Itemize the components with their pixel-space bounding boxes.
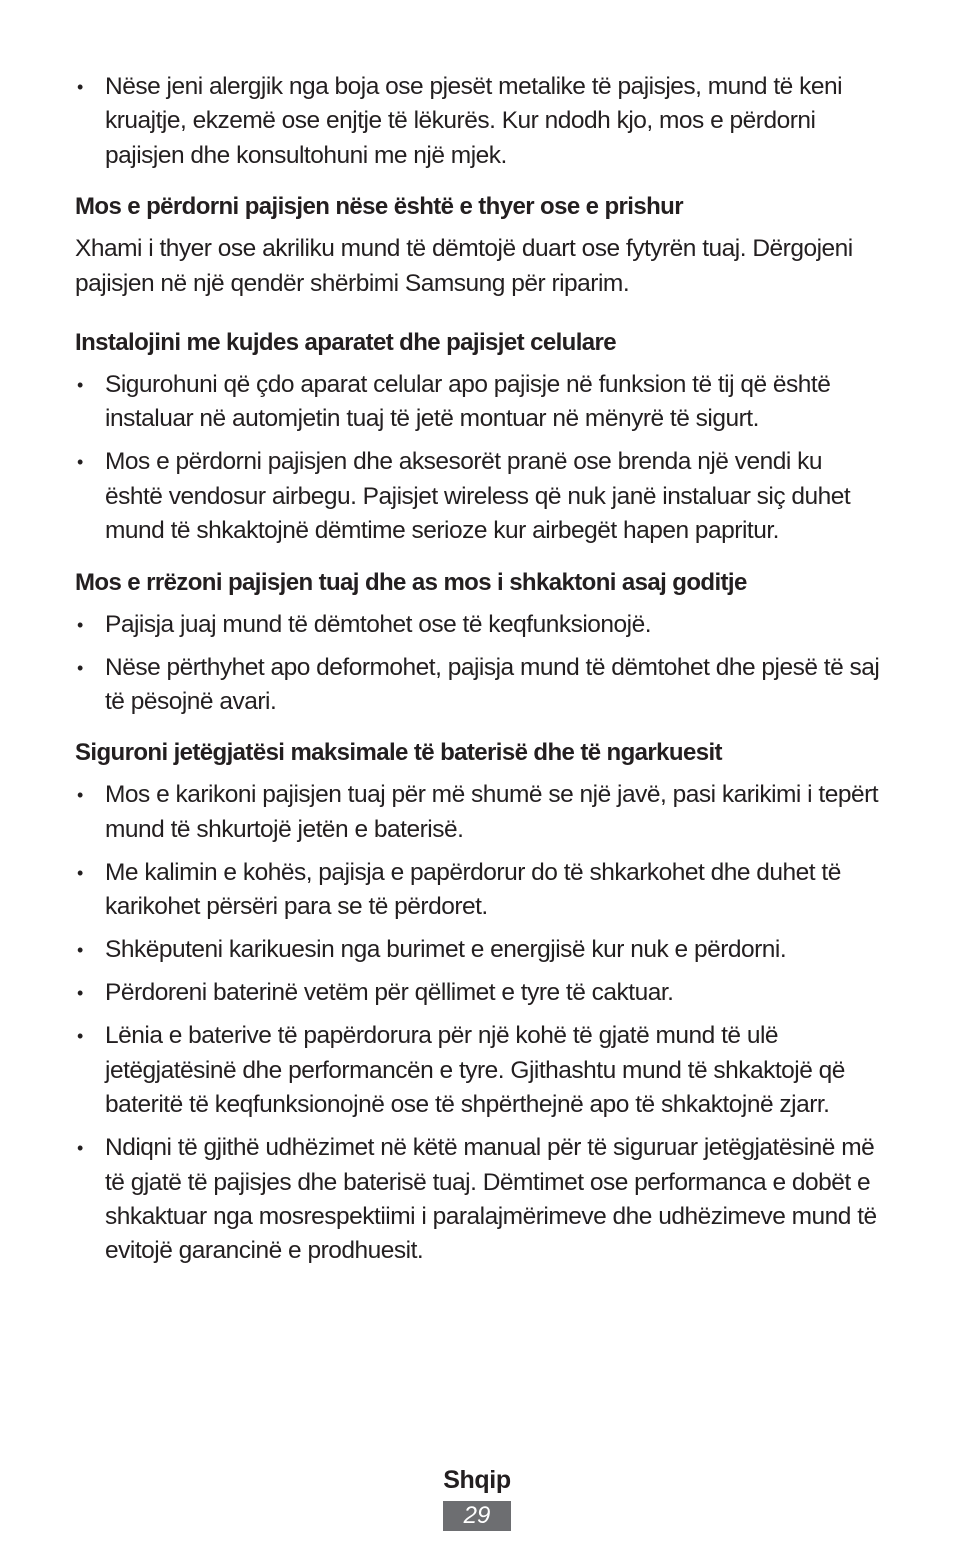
section-paragraph: Xhami i thyer ose akriliku mund të dëmtojë duart ose fytyrën tuaj. Dërgojeni pajisjen në një qendër shërbimi Samsung për riparim. [75,235,853,297]
bullet-icon: • [77,862,83,883]
list-item-text: Lënia e baterive të papërdorura për një kohë të gjatë mund të ulë jetëgjatësinë dhe performancën e tyre. Gjithashtu mund të shkaktojë që bateritë të keqfunksionojnë ose të shpërthejnë apo të shkaktojnë zjarr. [105,1022,845,1119]
list-item-text: Sigurohuni që çdo aparat celular apo pajisje në funksion të tij që është instaluar në automjetin tuaj të jetë montuar në mënyrë të sigurt. [105,371,831,433]
list-item [75,651,880,720]
bullet-list [75,778,880,1268]
list-item-text: Nëse jeni alergjik nga boja ose pjesët metalike të pajisjes, mund të keni kruajtje, ekzemë ose enjtje të lëkurës. Kur ndodh kjo, mos e përdorni pajisjen dhe konsultohuni me një mjek. [105,73,843,169]
list-item [75,70,880,173]
bullet-icon: • [77,940,83,961]
list-item [75,1131,880,1269]
list-item [75,1019,880,1122]
section-broken-device [75,190,880,301]
bullet-icon: • [77,614,83,635]
list-item [75,856,880,925]
list-item [75,778,880,847]
list-item-text: Mos e përdorni pajisjen dhe aksesorët pranë ose brenda një vendi ku është vendosur airbegu. Pajisjet wireless që nuk janë instaluar siç duhet mund të shkaktojnë dëmtime serioze kur airbegët hapen papritur. [105,448,851,545]
bullet-icon: • [77,657,83,678]
bullet-icon: • [77,983,83,1004]
list-item [75,976,880,1010]
bullet-icon: • [77,785,83,806]
page-footer [0,1463,954,1531]
bullet-icon: • [77,1138,83,1159]
page-number: 29 [443,1501,511,1531]
list-item-text: Nëse përthyhet apo deformohet, pajisja mund të dëmtohet dhe pjesë të saj të pësojnë avari. [105,653,880,716]
language-label: Shqip [443,1466,511,1494]
list-item-text: Mos e karikoni pajisjen tuaj për më shumë se një javë, pasi karikimi i tepërt mund të shkurtojë jetën e baterisë. [105,781,879,843]
list-item-text: Pajisja juaj mund të dëmtohet ose të keqfunksionojë. [105,610,652,638]
section-heading: Siguroni jetëgjatësi maksimale të baterisë dhe të ngarkuesit [75,739,722,767]
list-item [75,608,880,642]
bullet-icon: • [77,375,83,396]
section-heading: Mos e përdorni pajisjen nëse është e thyer ose e prishur [75,193,683,221]
bullet-icon: • [77,77,83,97]
section-heading: Instalojini me kujdes aparatet dhe pajisjet celulare [75,329,617,357]
list-item-text: Me kalimin e kohës, pajisja e papërdorur do të shkarkohet dhe duhet të karikohet përsëri para se të përdoret. [105,858,841,921]
bullet-list [75,368,880,549]
list-item-text: Ndiqni të gjithë udhëzimet në këtë manual për të siguruar jetëgjatësinë më të gjatë të pajisjes dhe baterisë tuaj. Dëmtimet ose performanca e dobët e shkaktuar nga mosrespektiimi i paralajmërimeve dhe udhëzimeve mund të evitojë garancinë e prodhuesit. [105,1134,877,1265]
section-drop-device [75,566,880,720]
list-item [75,368,880,437]
section-mobile-devices [75,326,880,549]
list-item [75,445,880,548]
bullet-icon: • [77,452,83,473]
bullet-icon: • [77,1026,83,1047]
section-battery-life [75,736,880,1268]
intro-section [75,70,880,173]
bullet-list [75,608,880,720]
list-item [75,933,880,967]
intro-bullet-list [75,70,880,173]
section-heading: Mos e rrëzoni pajisjen tuaj dhe as mos i shkaktoni asaj goditje [75,568,747,596]
list-item-text: Përdoreni baterinë vetëm për qëllimet e tyre të caktuar. [105,979,674,1007]
page-content [75,70,880,1286]
list-item-text: Shkëputeni karikuesin nga burimet e energjisë kur nuk e përdorni. [105,936,787,964]
